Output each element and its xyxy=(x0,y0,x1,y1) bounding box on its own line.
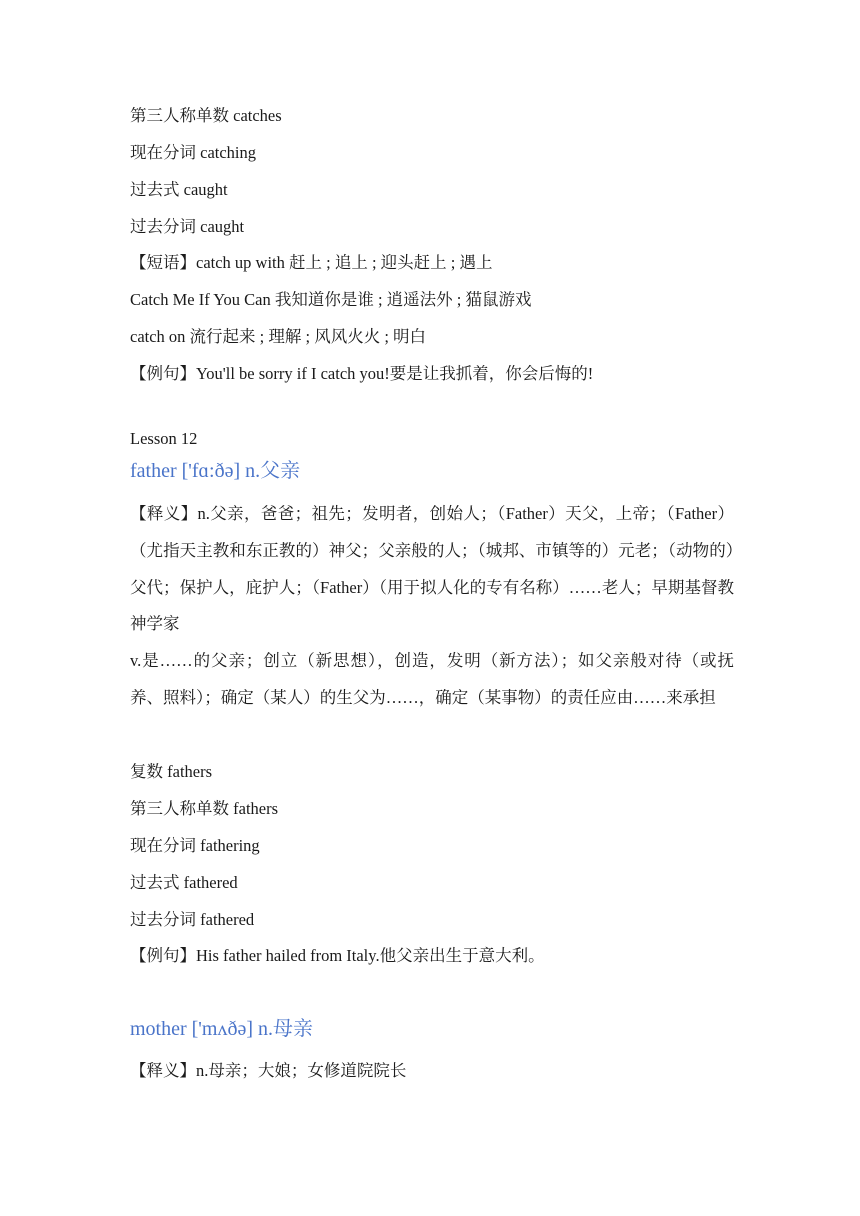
catch-phrase-item: Catch Me If You Can 我知道你是谁 ; 逍遥法外 ; 猫鼠游戏 xyxy=(130,290,532,309)
father-definition: 【释义】n.父亲，爸爸；祖先；发明者，创始人；（Father）天父，上帝；（Father）（尤指天主教和东正教的）神父；父亲般的人；（城邦、市镇等的）元老；（动物的）父代；保护人，庇护人；（Father）（用于拟人化的专有名称）……老人；早期基督教神学家 xyxy=(130,504,734,634)
father-example-sentence: 【例句】His father hailed from Italy.他父亲出生于意大利。 xyxy=(130,946,545,965)
father-form-third-person: 第三人称单数 fathers xyxy=(130,799,279,818)
catch-phrases-heading: 【短语】catch up with 赶上 ; 追上 ; 迎头赶上 ; 遇上 xyxy=(130,253,493,272)
mother-definition: 【释义】n.母亲；大娘；女修道院院长 xyxy=(130,1061,407,1080)
catch-phrase-item: catch on 流行起来 ; 理解 ; 风风火火 ; 明白 xyxy=(130,327,427,346)
catch-example-sentence: 【例句】You'll be sorry if I catch you!要是让我抓着，你会后悔的! xyxy=(130,364,594,383)
catch-form-past-tense: 过去式 caught xyxy=(130,180,228,199)
father-form-past-tense: 过去式 fathered xyxy=(130,873,238,892)
father-form-plural: 复数 fathers xyxy=(130,762,213,781)
catch-form-past-participle: 过去分词 caught xyxy=(130,217,245,236)
father-headword: father ['fɑ:ðə] n.父亲 xyxy=(130,460,301,482)
father-form-past-participle: 过去分词 fathered xyxy=(130,910,255,929)
lesson-title: Lesson 12 xyxy=(130,429,198,448)
catch-form-third-person: 第三人称单数 catches xyxy=(130,106,282,125)
catch-form-present-participle: 现在分词 catching xyxy=(130,143,257,162)
mother-headword: mother ['mʌðə] n.母亲 xyxy=(130,1018,314,1040)
father-form-present-participle: 现在分词 fathering xyxy=(130,836,260,855)
father-verb-definition: v.是……的父亲；创立（新思想），创造，发明（新方法）；如父亲般对待（或抚养、照料）；确定（某人）的生父为……，确定（某事物）的责任应由……来承担 xyxy=(130,651,734,707)
